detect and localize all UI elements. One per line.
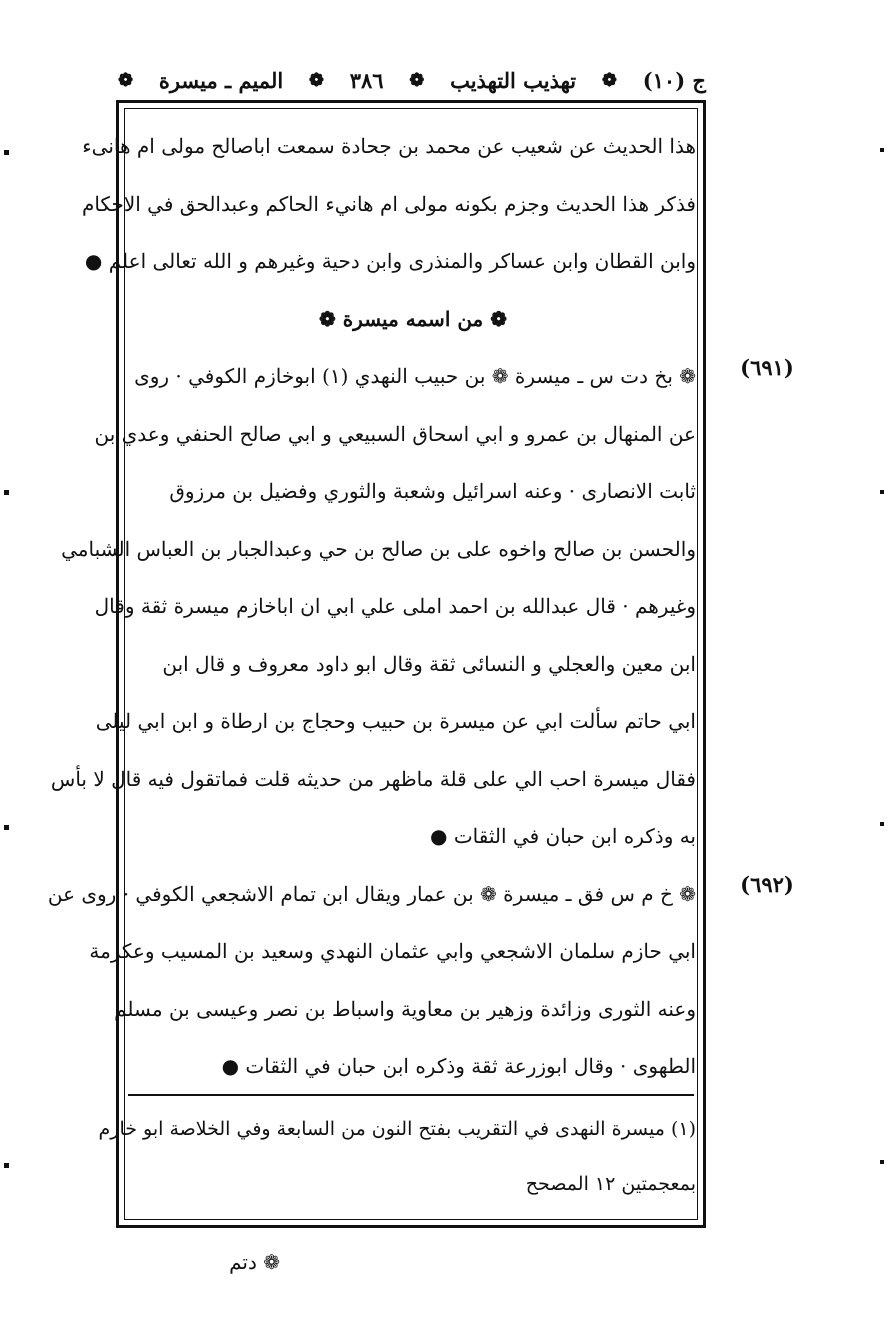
- header-book-title: تهذيب التهذيب: [450, 67, 577, 93]
- entry-number: (٦٩١): [740, 355, 794, 380]
- footnote-line: بمعجمتين ١٢ المصحح: [525, 1173, 696, 1195]
- scan-mark: [4, 150, 9, 155]
- header-ornament-icon: ❁: [118, 69, 134, 91]
- section-heading: ❁ من اسمه ميسرة ❁: [318, 306, 507, 331]
- footnote-rule: [128, 1094, 694, 1096]
- text-line: والحسن بن صالح واخوه على بن صالح بن حي وعبدالجبار بن العباس الشبامي: [61, 536, 696, 561]
- scan-mark: [4, 825, 9, 830]
- text-line: ابن معين والعجلي و النسائى ثقة وقال ابو داود معروف و قال ابن: [162, 651, 696, 676]
- text-line: عن المنهال بن عمرو و ابي اسحاق السبيعي و ابي صالح الحنفي وعدي بن: [94, 421, 696, 446]
- text-line: هذا الحديث عن شعيب عن محمد بن جحادة سمعت اباصالح مولى ام هانىء: [82, 134, 696, 158]
- scan-mark: [880, 822, 884, 826]
- header-ornament-icon: ❁: [308, 69, 324, 91]
- text-line: وابن القطان وابن عساكر والمنذرى وابن دحية وغيرهم و الله تعالى اعلم ●: [84, 249, 696, 273]
- footnote-line: (١) ميسرة النهدى في التقريب بفتح النون من السابعة وفي الخلاصة ابو خازم: [98, 1118, 696, 1140]
- text-line: ❁ خ م س فق ـ ميسرة ❁ بن عمار ويقال ابن تمام الاشجعي الكوفي · روى عن: [47, 881, 696, 906]
- text-line: فقال ميسرة احب الي على قلة ماظهر من حديثه قلت فماتقول فيه قال لا بأس: [50, 766, 696, 791]
- running-header: [118, 60, 706, 100]
- scan-mark: [880, 148, 884, 152]
- text-line: فذكر هذا الحديث وجزم بكونه مولى ام هانيء الحاكم وعبدالحق في الاحكام: [81, 191, 696, 216]
- text-line: به وذكره ابن حبان في الثقات ●: [430, 824, 696, 848]
- scan-mark: [880, 1160, 884, 1164]
- catchword: ❁ دتم: [229, 1250, 280, 1274]
- scan-mark: [880, 490, 884, 494]
- header-ornament-icon: ❁: [409, 69, 425, 91]
- header-volume: ج (١٠): [642, 67, 706, 93]
- header-ornament-icon: ❁: [601, 69, 617, 91]
- footnotes: [98, 1102, 696, 1212]
- entry-number: (٦٩٢): [740, 872, 794, 897]
- text-line: وغيرهم · قال عبدالله بن احمد املى علي ابي ان اباخازم ميسرة ثقة وقال: [94, 594, 696, 618]
- scan-mark: [4, 490, 9, 495]
- text-line: الطهوى · وقال ابوزرعة ثقة وذكره ابن حبان في الثقات ●: [221, 1054, 696, 1078]
- header-page-number: ٣٨٦: [349, 67, 384, 93]
- text-line: ❁ بخ دت س ـ ميسرة ❁ بن حبيب النهدي (١) ابوخازم الكوفي · روى: [134, 364, 696, 388]
- text-line: وعنه الثورى وزائدة وزهير بن معاوية واسباط بن نصر وعيسى بن مسلم: [114, 996, 696, 1021]
- main-text: [47, 118, 696, 1096]
- header-section: الميم ـ ميسرة: [158, 67, 284, 93]
- text-line: ابي حاتم سألت ابي عن ميسرة بن حبيب وحجاج بن ارطاة و ابن ابي ليلى: [95, 709, 696, 733]
- scan-mark: [4, 1163, 9, 1168]
- text-line: ثابت الانصارى · وعنه اسرائيل وشعبة والثوري وفضيل بن مرزوق: [169, 479, 696, 503]
- text-line: ابي حازم سلمان الاشجعي وابي عثمان النهدي وسعيد بن المسيب وعكرمة: [89, 939, 696, 963]
